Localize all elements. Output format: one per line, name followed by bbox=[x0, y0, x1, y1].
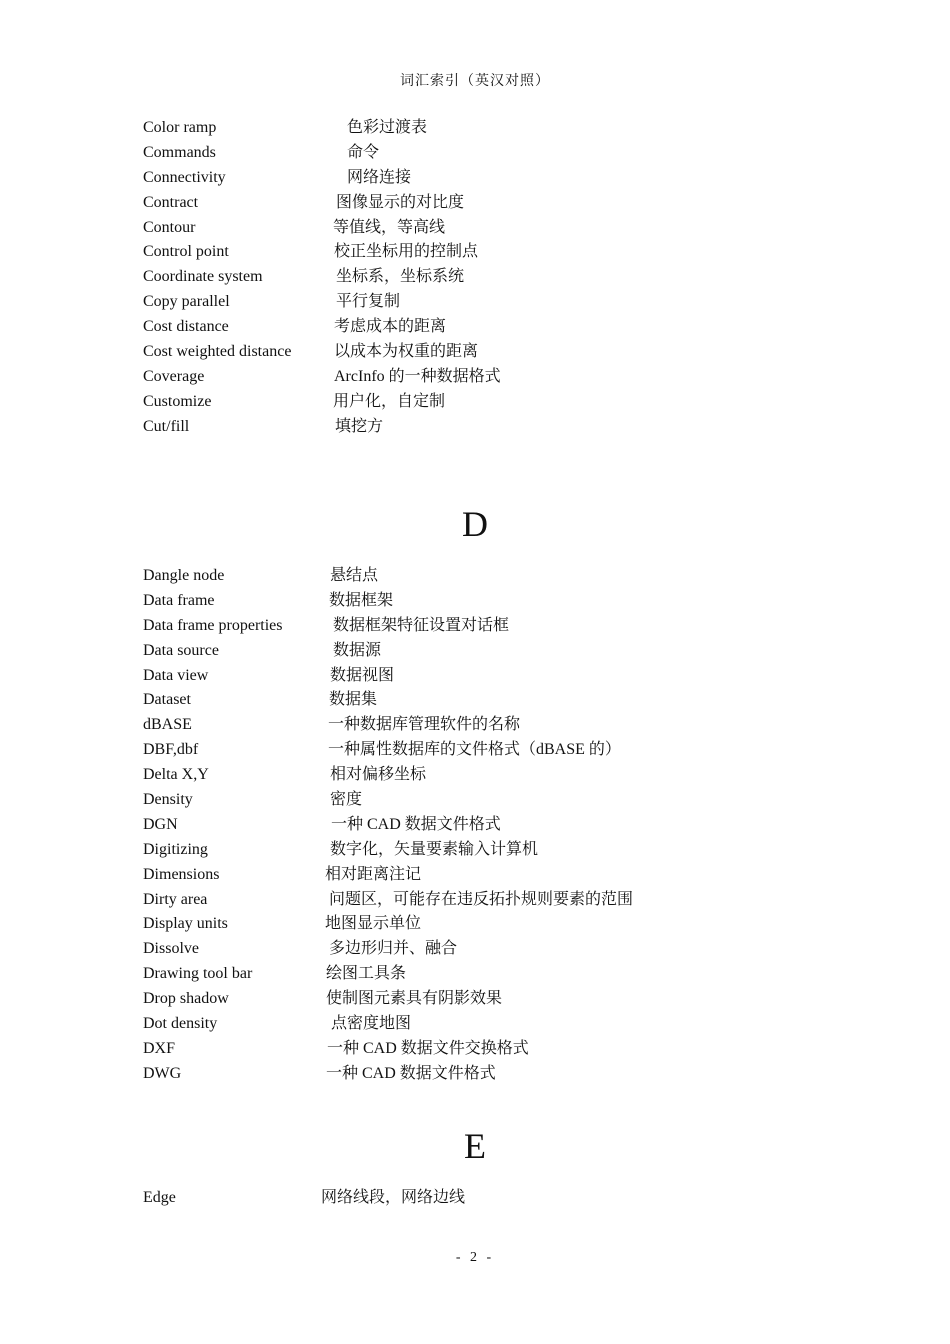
section-letter-e: E bbox=[464, 1126, 486, 1166]
list-item bbox=[0, 589, 950, 614]
entry-definition: 相对距离注记 bbox=[325, 865, 422, 883]
entry-term: Display units bbox=[143, 915, 228, 933]
section-c-list bbox=[0, 116, 950, 440]
entry-term: DWG bbox=[143, 1064, 182, 1082]
entry-definition: 悬结点 bbox=[330, 567, 379, 584]
entry-term: Cost weighted distance bbox=[143, 343, 292, 361]
entry-definition: 密度 bbox=[330, 791, 363, 809]
list-item bbox=[0, 415, 950, 440]
list-item bbox=[0, 365, 950, 390]
entry-term: Dimensions bbox=[143, 865, 220, 883]
entry-term: Color ramp bbox=[143, 119, 217, 136]
entry-term: Dot density bbox=[143, 1015, 218, 1033]
list-item bbox=[0, 1037, 950, 1062]
entry-term: Data frame bbox=[143, 591, 215, 609]
entry-definition: 平行复制 bbox=[336, 293, 401, 311]
entry-definition: 网络线段，网络边线 bbox=[321, 1189, 466, 1206]
entry-term: Control point bbox=[143, 243, 229, 261]
entry-term: Edge bbox=[143, 1189, 176, 1206]
entry-definition: 一种 CAD 数据文件格式 bbox=[331, 815, 501, 833]
entry-definition: 图像显示的对比度 bbox=[336, 193, 465, 211]
entry-term: Cost distance bbox=[143, 318, 229, 336]
list-item bbox=[0, 987, 950, 1012]
entry-definition: 相对偏移坐标 bbox=[330, 766, 427, 784]
list-item bbox=[0, 937, 950, 962]
entry-definition: 用户化，自定制 bbox=[333, 392, 446, 410]
entry-term: DXF bbox=[143, 1039, 176, 1057]
list-item bbox=[0, 614, 950, 639]
page-header: 词汇索引（英汉对照） bbox=[400, 74, 550, 89]
entry-definition: 以成本为权重的距离 bbox=[334, 343, 479, 361]
entry-term: Delta X,Y bbox=[143, 766, 209, 784]
entry-definition: 数据视图 bbox=[330, 666, 395, 684]
entry-term: dBASE bbox=[143, 716, 192, 734]
list-item bbox=[0, 838, 950, 863]
list-item bbox=[0, 290, 950, 315]
entry-term: Digitizing bbox=[143, 840, 208, 858]
entry-definition: 坐标系，坐标系统 bbox=[336, 268, 465, 286]
entry-term: Customize bbox=[143, 392, 212, 410]
list-item bbox=[0, 141, 950, 166]
list-item bbox=[0, 166, 950, 191]
entry-term: Contract bbox=[143, 193, 199, 211]
section-letter-d: D bbox=[462, 504, 488, 544]
entry-term: Drawing tool bar bbox=[143, 965, 253, 983]
entry-term: Density bbox=[143, 791, 193, 809]
entry-definition: ArcInfo 的一种数据格式 bbox=[334, 367, 501, 385]
entry-definition: 绘图工具条 bbox=[326, 965, 407, 983]
entry-definition: 填挖方 bbox=[335, 417, 384, 435]
entry-term: Dissolve bbox=[143, 940, 199, 958]
entry-term: Data source bbox=[143, 641, 219, 659]
entry-definition: 一种数据库管理软件的名称 bbox=[328, 716, 521, 734]
list-item bbox=[0, 788, 950, 813]
entry-term: Dangle node bbox=[143, 567, 225, 584]
list-item bbox=[0, 639, 950, 664]
list-item bbox=[0, 1062, 950, 1087]
list-item bbox=[0, 664, 950, 689]
list-item bbox=[0, 240, 950, 265]
entry-term: Contour bbox=[143, 218, 196, 236]
entry-definition: 数据框架 bbox=[329, 591, 394, 609]
entry-definition: 一种属性数据库的文件格式（dBASE 的） bbox=[328, 741, 621, 759]
list-item bbox=[0, 564, 950, 589]
list-item bbox=[0, 688, 950, 713]
entry-definition: 等值线，等高线 bbox=[333, 218, 446, 236]
page-number: - 2 - bbox=[455, 1250, 495, 1265]
list-item bbox=[0, 1186, 950, 1211]
entry-term: Copy parallel bbox=[143, 293, 230, 311]
list-item bbox=[0, 888, 950, 913]
entry-term: Data frame properties bbox=[143, 616, 283, 634]
entry-definition: 数据源 bbox=[333, 641, 382, 659]
entry-definition: 色彩过渡表 bbox=[347, 119, 428, 136]
entry-term: Drop shadow bbox=[143, 990, 229, 1008]
entry-definition: 多边形归并、融合 bbox=[329, 940, 458, 958]
entry-definition: 数据集 bbox=[329, 691, 378, 709]
list-item bbox=[0, 216, 950, 241]
entry-definition: 地图显示单位 bbox=[325, 915, 422, 933]
entry-term: Coverage bbox=[143, 367, 205, 385]
entry-term: Data view bbox=[143, 666, 209, 684]
entry-definition: 命令 bbox=[347, 143, 380, 161]
entry-definition: 使制图元素具有阴影效果 bbox=[326, 990, 503, 1008]
entry-term: DGN bbox=[143, 815, 178, 833]
entry-definition: 校正坐标用的控制点 bbox=[334, 243, 479, 261]
list-item bbox=[0, 191, 950, 216]
section-e-list bbox=[0, 1186, 950, 1211]
list-item bbox=[0, 912, 950, 937]
entry-definition: 网络连接 bbox=[347, 168, 412, 186]
entry-term: Commands bbox=[143, 143, 216, 161]
list-item bbox=[0, 863, 950, 888]
list-item bbox=[0, 813, 950, 838]
list-item bbox=[0, 390, 950, 415]
entry-definition: 一种 CAD 数据文件格式 bbox=[326, 1064, 496, 1082]
entry-term: DBF,dbf bbox=[143, 741, 199, 759]
entry-definition: 点密度地图 bbox=[331, 1015, 412, 1033]
list-item bbox=[0, 315, 950, 340]
entry-term: Coordinate system bbox=[143, 268, 263, 286]
list-item bbox=[0, 738, 950, 763]
entry-term: Connectivity bbox=[143, 168, 226, 186]
list-item bbox=[0, 763, 950, 788]
list-item bbox=[0, 340, 950, 365]
entry-definition: 一种 CAD 数据文件交换格式 bbox=[327, 1039, 529, 1057]
entry-definition: 数据框架特征设置对话框 bbox=[333, 616, 510, 634]
entry-term: Cut/fill bbox=[143, 417, 190, 435]
list-item bbox=[0, 116, 950, 141]
entry-term: Dataset bbox=[143, 691, 191, 709]
list-item bbox=[0, 1012, 950, 1037]
list-item bbox=[0, 265, 950, 290]
entry-term: Dirty area bbox=[143, 890, 208, 908]
list-item bbox=[0, 962, 950, 987]
entry-definition: 考虑成本的距离 bbox=[334, 318, 447, 336]
entry-definition: 问题区，可能存在违反拓扑规则要素的范围 bbox=[329, 890, 634, 908]
list-item bbox=[0, 713, 950, 738]
section-d-list bbox=[0, 564, 950, 1087]
entry-definition: 数字化，矢量要素输入计算机 bbox=[330, 840, 539, 858]
